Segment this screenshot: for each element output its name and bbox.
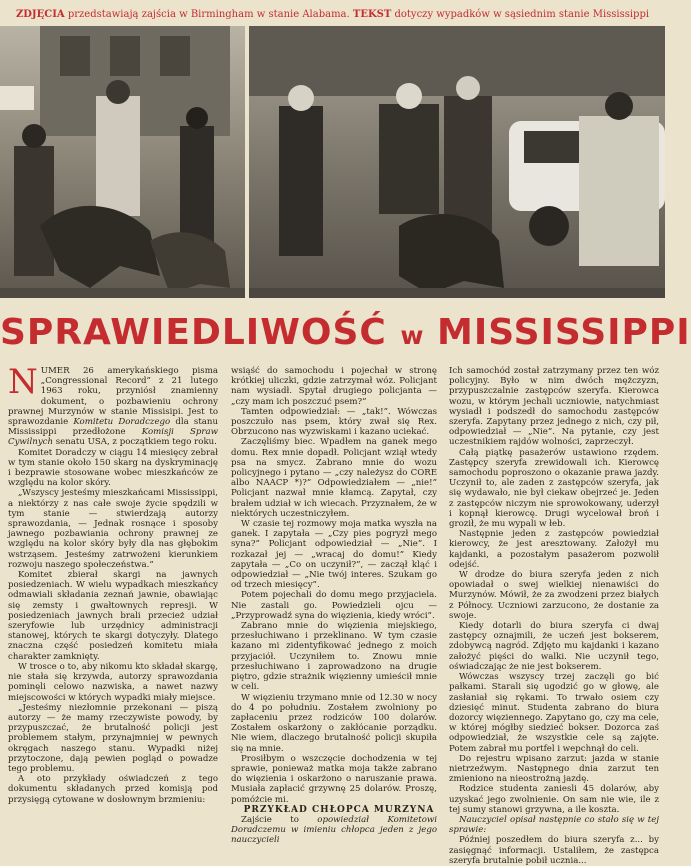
paragraph: Zaczęliśmy biec. Wpadłem na ganek mego domu. Rex mnie dopadł. Policjant wziął wtedy psa na smycz. Zabrano mnie do wozu policyjnego i pytano — „czy należysz do CORE albo NAACP *)?” Odpowiedziałem — „nie!” Policjant nazwał mnie kłamcą. Zapytał, czy brałem udział w ich wiecach. Przyznałem, że w niektórych uczestniczyłem. — [231, 437, 437, 519]
paragraph: W trosce o to, aby nikomu kto składał skargę, nie stała się krzywda, autorzy sprawozdania pominęli celowo nazwiska, a nawet nazwy miejscowości w których wypadki miały miejsce. — [8, 661, 218, 703]
text-run: dla stanu Mississippi przedłożone — [8, 417, 218, 438]
paragraph: Całą piątkę pasażerów ustawiono rzędem. Zastępcy szeryfa zrewidowali ich. Kierowcę samochodu poproszono o okazanie prawa jazdy. Uczynił to, ale zaden z zastępców szeryfa, jak się wydawało, nie był ciekaw obejrzeć je. Jeden z zastępców niczym nie sprowokowany, uderzył i kopnął kierowcę. Drugi wycelował broń i groził, że mu wypali w łeb. — [449, 447, 659, 530]
paragraph: wsiąść do samochodu i pojechał w stronę krótkiej uliczki, gdzie zatrzymał wóz. Policjant nam wysiadł. Spytał drugiego policjanta — „czy mam ich poszczuć psem?” — [231, 366, 437, 407]
paragraph — [8, 362, 219, 448]
text-run-italic: opowiedział Komitetowi Doradczemu w imieniu chłopca jeden z jego nauczycieli — [231, 814, 437, 846]
paragraph: Do rejestru wpisano zarzut: jazda w stanie nietrzeźwym. Następnego dnia zarzut ten zmieniono na nieostrożną jazdę. — [449, 753, 659, 785]
caption-photos-text: przedstawiają zajścia w Birmingham w stanie Alabama. — [64, 9, 353, 20]
text-run-italic: w tej sprawie: — [449, 814, 660, 836]
paragraph: Zabrano mnie do więzienia miejskiego, przesłuchiwano i przeklinano. W tym czasie kazano mi zidentyfikować jednego z moich przyjaciół. Uczyniłem to. Znowu mnie przesłuchiwano i zaprowadzono na drugie piętro, gdzie strażnik więzienny umieścił mnie w celi. — [231, 621, 437, 693]
article-column-1 — [8, 362, 219, 805]
paragraph: Następnie jeden z zastępców powiedział kierowcy, że jest aresztowany. Założył mu kajdanki, a pozostałym pasażerom pozwolił odejść. — [449, 529, 659, 570]
text-run: senatu USA, z początkiem tego roku. — [53, 437, 217, 448]
paragraph: Komitet zbierał skargi na jawnych posiedzeniach. W wielu wypadkach mieszkańcy odmawiali składania zeznań jawnie, obawiając się zemsty i gwałtownych represji. W posiedzeniach jawnych brali przecież udział szeryfowie lub urzędnicy administracji stanowej, których te skargi dotyczyły. Dlatego znaczna część posiedzeń komitetu miała charakter zamknięty. — [8, 570, 218, 662]
paragraph: „Jesteśmy niezłomnie przekonani — piszą autorzy — że mamy rzeczywiste powody, by przypuszczać, że brutalność policji jest problemem stałym, przynajmniej w pewnych okręgach naszego stanu. Wypadki niżej przytoczone, dają pewien pogląd o powadze tego problemu. — [8, 702, 218, 774]
paragraph: Komitet Doradczy w ciągu 14 miesięcy zebrał w tym stanie około 150 skarg na dyskryminację i bezprawie stosowane wobec mieszkańców ze względu na kolor skóry. — [8, 447, 218, 489]
section-subheading: PRZYKŁAD CHŁOPCA MURZYNA — [243, 804, 435, 815]
paragraph: Prosiłbym o wszczęcie dochodzenia w tej sprawie, ponieważ matka moja także zabrano do więzienia i oskarżono o naruszanie prawa. Musiała zapłacić grzywnę 25 dolarów. Proszę, pomóżcie mi. — [231, 753, 437, 805]
paragraph: W więzieniu trzymano mnie od 12.30 w nocy do 4 po południu. Zostałem zwolniony po zapłaceniu przez rodziców 100 dolarów. Zostałem oskarżony o zakłócanie porządku. Nie wiem, dlaczego brutalność policji skupiła się na mnie. — [231, 692, 437, 754]
paragraph: A oto przykłady oświadczeń z tego dokumentu składanych przed komisją pod przysięgą cytowane w dosłownym brzmieniu: — [8, 774, 218, 805]
headline — [0, 310, 691, 356]
headline-part3: MISSISSIPPI — [423, 312, 691, 353]
text-run-italic: Komitetu Doradczego — [73, 417, 171, 428]
photo-left-police-dogs — [0, 26, 245, 298]
paragraph: Później poszedłem do biura szeryfa z... by zasięgnąć informacji. Ustaliłem, że zastępca szeryfa brutalnie pobił ucznia... — [449, 835, 659, 866]
caption-text-text: dotyczy wypadków w sąsiednim stanie Mississippi — [391, 9, 650, 20]
paragraph: Potem pojechali do domu mego przyjaciela. Nie zastali go. Powiedzieli ojcu — „Przyprowadź syna do więzienia, kiedy wróci”. — [231, 590, 437, 621]
text-run: UMER 26 amerykańskiego pisma „Congressional Record” z 21 lutego 1963 roku, przyniósł znamienny dokument, o pozbawieniu ochrony prawnej Murzynów w stanie Missisipi. Jest to sprawozdanie — [8, 366, 218, 428]
photo-right-arrest — [249, 26, 665, 298]
article-column-3 — [449, 366, 660, 866]
photo-caption-banner — [12, 9, 653, 21]
paragraph: Ich samochód został zatrzymany przez ten wóz policyjny. Było w nim dwóch mężczyzn, przypuszczalnie zastępców szeryfa. Kierowca wozu, w którym jechali uczniowie, natychmiast wysiadł i podszedł do samochodu zastępców szeryfa. Zapytany przez jednego z nich, czy pił, odpowiedział — „Nie”. Na pytanie, czy jest uczestnikiem rajdów wolności, zaprzeczył. — [449, 366, 659, 448]
caption-text-label: TEKST — [352, 9, 392, 20]
text-run-italic: Nauczyciel opisał następnie co stało się — [459, 814, 638, 825]
headline-part1: SPRAWIEDLIWOŚĆ — [0, 312, 401, 353]
text-run-italic: Komisji Spraw Cywilnych — [8, 427, 219, 448]
paragraph: Tamten odpowiedział: — „tak!”. Wówczas poszczuło nas psem, który zwał się Rex. Obrzucono nas wyzwiskami i kazano uciekać. — [231, 406, 437, 438]
paragraph: Rodzice studenta zaniesli 45 dolarów, aby uzyskać jego zwolnienie. On sam nie wie, ile z tej sumy stanowi grzywna, a ile koszta. — [449, 784, 659, 815]
paragraph: Kiedy dotarli do biura szeryfa ci dwaj zastępcy oznajmili, że uczeń jest bokserem, zdobywcą nagród. Zdjęto mu kajdanki i kazano założyć pięści do walki. Nie uczynił tego, oświadczając że nie jest bokserem. — [449, 621, 659, 672]
paragraph: W drodze do biura szeryfa jeden z nich opowiadał o swej wielkiej nienawiści do Murzynów. Mówił, że za zwodzeni przez białych z Północy. Uczniowi zarzucono, że dostanie za swoje. — [449, 570, 659, 621]
caption-photos-label: ZDJĘCIA — [15, 9, 65, 20]
text-run: Zajście to — [241, 814, 318, 825]
paragraph: W czasie tej rozmowy moja matka wyszła na ganek. I zapytała — „Czy pies pogryzł mego syna?” Policjant odpowiedział — „Nie”. I rozkazał jej — „wracaj do domu!” Kiedy zapytała — „Co on uczynił?”, — zaczął kląć i odpowiedział — „Nie twój interes. Szukam go od trzech miesięcy”. — [231, 519, 437, 591]
drop-cap: N — [8, 362, 38, 402]
article-column-2 — [231, 366, 437, 846]
paragraph — [449, 815, 659, 835]
paragraph — [231, 815, 437, 846]
paragraph: „Wszyscy jesteśmy mieszkańcami Mississippi, a niektórzy z nas całe swoje życie spędzili w tym stanie — stwierdzają autorzy sprawozdania, — Jednak rosnące i sposoby jawnego pozbawiania ochrony prawnej ze względu na kolor skóry były dla nas głębokim wstrząsem. Jesteśmy zatrwożeni kierunkiem rozwoju naszego społeczeństwa.” — [8, 488, 218, 570]
headline-part2: w — [400, 321, 424, 350]
paragraph: Wówczas wszyscy trzej zaczęli go bić pałkami. Starali się ugodzić go w głowę, ale zasłaniał się rękami. To trwało osiem czy dziesięć minut. Studenta zabrano do biura dozorcy więziennego. Zapytano go, czy ma cele, w której mógłby siedzieć bokser. Dozorca zaś odpowiedział, że wszystkie cele są zajęte. Potem zabrał mu portfel i wepchnął do celi. — [449, 672, 659, 754]
